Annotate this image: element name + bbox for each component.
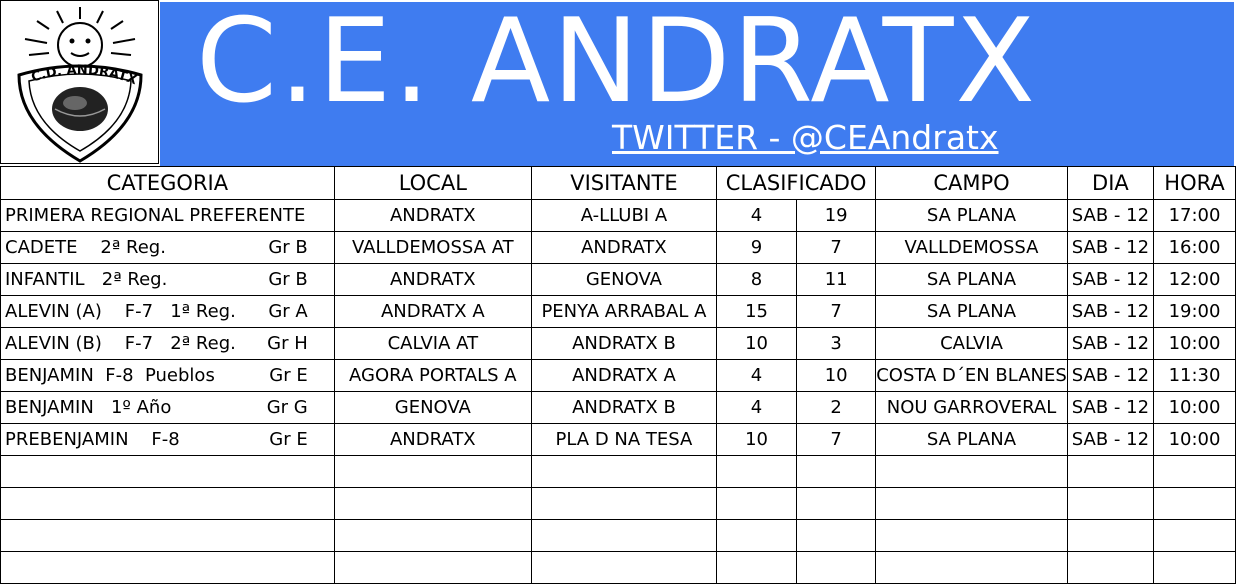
cell-score-home: 10 <box>716 328 796 360</box>
empty-cell[interactable] <box>876 488 1068 520</box>
cell-hora: 11:30 <box>1154 360 1236 392</box>
empty-cell[interactable] <box>1067 552 1153 584</box>
cell-dia: SAB - 12 <box>1067 264 1153 296</box>
cell-hora: 10:00 <box>1154 392 1236 424</box>
cell-local: ANDRATX <box>334 200 531 232</box>
empty-cell[interactable] <box>797 552 876 584</box>
header-campo: CAMPO <box>876 167 1068 200</box>
empty-cell[interactable] <box>334 552 531 584</box>
empty-cell[interactable] <box>1067 520 1153 552</box>
table-row <box>1 328 1236 360</box>
empty-row <box>1 552 1236 584</box>
cell-categoria <box>1 392 335 424</box>
group-label: Gr A <box>268 301 308 322</box>
cell-visitante: ANDRATX <box>531 232 716 264</box>
empty-cell[interactable] <box>797 456 876 488</box>
cell-dia: SAB - 12 <box>1067 328 1153 360</box>
empty-cell[interactable] <box>1 520 335 552</box>
empty-cell[interactable] <box>1 488 335 520</box>
empty-cell[interactable] <box>1154 488 1236 520</box>
cell-dia: SAB - 12 <box>1067 296 1153 328</box>
cell-score-home: 4 <box>716 392 796 424</box>
categoria-label: CADETE 2ª Reg. <box>5 237 166 258</box>
empty-cell[interactable] <box>1067 488 1153 520</box>
cell-visitante: PLA D NA TESA <box>531 424 716 456</box>
cell-campo: SA PLANA <box>876 200 1068 232</box>
empty-cell[interactable] <box>716 488 796 520</box>
cell-campo: SA PLANA <box>876 424 1068 456</box>
cell-score-home: 9 <box>716 232 796 264</box>
cell-score-home: 4 <box>716 200 796 232</box>
group-label: Gr B <box>268 237 308 258</box>
table-row <box>1 232 1236 264</box>
cell-hora: 16:00 <box>1154 232 1236 264</box>
cell-score-away: 11 <box>797 264 876 296</box>
cell-visitante: GENOVA <box>531 264 716 296</box>
cell-dia: SAB - 12 <box>1067 232 1153 264</box>
cell-hora: 19:00 <box>1154 296 1236 328</box>
cell-campo: COSTA D´EN BLANES <box>876 360 1068 392</box>
empty-cell[interactable] <box>716 552 796 584</box>
empty-row <box>1 456 1236 488</box>
cell-score-away: 3 <box>797 328 876 360</box>
table-row <box>1 200 1236 232</box>
empty-row <box>1 488 1236 520</box>
cell-local: CALVIA AT <box>334 328 531 360</box>
empty-cell[interactable] <box>716 456 796 488</box>
group-label: Gr E <box>269 365 308 386</box>
cell-categoria <box>1 424 335 456</box>
header-local: LOCAL <box>334 167 531 200</box>
empty-cell[interactable] <box>531 456 716 488</box>
cell-dia: SAB - 12 <box>1067 424 1153 456</box>
table-header-row <box>1 167 1236 200</box>
empty-cell[interactable] <box>876 552 1068 584</box>
cell-hora: 10:00 <box>1154 328 1236 360</box>
cell-local: VALLDEMOSSA AT <box>334 232 531 264</box>
group-label: Gr B <box>268 269 308 290</box>
empty-cell[interactable] <box>1067 456 1153 488</box>
table-row <box>1 392 1236 424</box>
empty-row <box>1 520 1236 552</box>
group-label: Gr H <box>267 333 308 354</box>
cell-local: GENOVA <box>334 392 531 424</box>
empty-cell[interactable] <box>334 456 531 488</box>
empty-cell[interactable] <box>1154 520 1236 552</box>
cell-score-home: 10 <box>716 424 796 456</box>
header-dia: DIA <box>1067 167 1153 200</box>
cell-score-away: 7 <box>797 424 876 456</box>
cell-campo: NOU GARROVERAL <box>876 392 1068 424</box>
cell-hora: 12:00 <box>1154 264 1236 296</box>
svg-text:C.D. ANDRATX: C.D. ANDRATX <box>29 62 139 89</box>
twitter-link[interactable]: TWITTER - @CEAndratx <box>612 118 999 157</box>
cell-local: ANDRATX A <box>334 296 531 328</box>
categoria-label: ALEVIN (B) F-7 2ª Reg. <box>5 333 236 354</box>
group-label: Gr G <box>266 397 308 418</box>
empty-cell[interactable] <box>531 488 716 520</box>
empty-cell[interactable] <box>797 488 876 520</box>
cell-campo: SA PLANA <box>876 296 1068 328</box>
cell-score-away: 7 <box>797 232 876 264</box>
cell-local: ANDRATX <box>334 264 531 296</box>
header-categoria: CATEGORIA <box>1 167 335 200</box>
cell-hora: 10:00 <box>1154 424 1236 456</box>
cell-score-home: 8 <box>716 264 796 296</box>
categoria-label: PREBENJAMIN F-8 <box>5 429 180 450</box>
cell-visitante: ANDRATX B <box>531 328 716 360</box>
empty-cell[interactable] <box>1 456 335 488</box>
categoria-label: PRIMERA REGIONAL PREFERENTE <box>5 205 306 226</box>
empty-cell[interactable] <box>797 520 876 552</box>
cell-campo: CALVIA <box>876 328 1068 360</box>
categoria-label: INFANTIL 2ª Reg. <box>5 269 168 290</box>
cell-dia: SAB - 12 <box>1067 392 1153 424</box>
cell-visitante: A-LLUBI A <box>531 200 716 232</box>
cell-visitante: ANDRATX B <box>531 392 716 424</box>
empty-cell[interactable] <box>1154 552 1236 584</box>
cell-score-away: 10 <box>797 360 876 392</box>
categoria-label: BENJAMIN 1º Año <box>5 397 172 418</box>
cell-categoria <box>1 264 335 296</box>
empty-cell[interactable] <box>334 520 531 552</box>
fixtures-table <box>0 166 1236 584</box>
empty-cell[interactable] <box>531 552 716 584</box>
cell-dia: SAB - 12 <box>1067 200 1153 232</box>
table-row <box>1 296 1236 328</box>
empty-cell[interactable] <box>334 488 531 520</box>
club-logo <box>0 0 159 164</box>
cell-categoria <box>1 360 335 392</box>
header-clasificado: CLASIFICADO <box>716 167 875 200</box>
empty-cell[interactable] <box>876 520 1068 552</box>
categoria-label: BENJAMIN F-8 Pueblos <box>5 365 215 386</box>
cell-score-away: 7 <box>797 296 876 328</box>
page-title: C.E. ANDRATX <box>196 0 1037 129</box>
cell-visitante: ANDRATX A <box>531 360 716 392</box>
cell-score-home: 4 <box>716 360 796 392</box>
empty-cell[interactable] <box>876 456 1068 488</box>
header-visitante: VISITANTE <box>531 167 716 200</box>
cell-local: AGORA PORTALS A <box>334 360 531 392</box>
cell-score-away: 19 <box>797 200 876 232</box>
cell-local: ANDRATX <box>334 424 531 456</box>
cell-categoria <box>1 296 335 328</box>
empty-cell[interactable] <box>1 552 335 584</box>
cell-visitante: PENYA ARRABAL A <box>531 296 716 328</box>
cell-dia: SAB - 12 <box>1067 360 1153 392</box>
cell-score-away: 2 <box>797 392 876 424</box>
empty-cell[interactable] <box>716 520 796 552</box>
table-row <box>1 264 1236 296</box>
cell-categoria <box>1 200 335 232</box>
table-row <box>1 424 1236 456</box>
categoria-label: ALEVIN (A) F-7 1ª Reg. <box>5 301 236 322</box>
empty-cell[interactable] <box>531 520 716 552</box>
table-row <box>1 360 1236 392</box>
cell-categoria <box>1 232 335 264</box>
cell-campo: VALLDEMOSSA <box>876 232 1068 264</box>
empty-cell[interactable] <box>1154 456 1236 488</box>
group-label: Gr E <box>269 429 308 450</box>
cell-campo: SA PLANA <box>876 264 1068 296</box>
logo-text-arc <box>7 5 153 163</box>
cell-score-home: 15 <box>716 296 796 328</box>
cell-hora: 17:00 <box>1154 200 1236 232</box>
header-hora: HORA <box>1154 167 1236 200</box>
cell-categoria <box>1 328 335 360</box>
